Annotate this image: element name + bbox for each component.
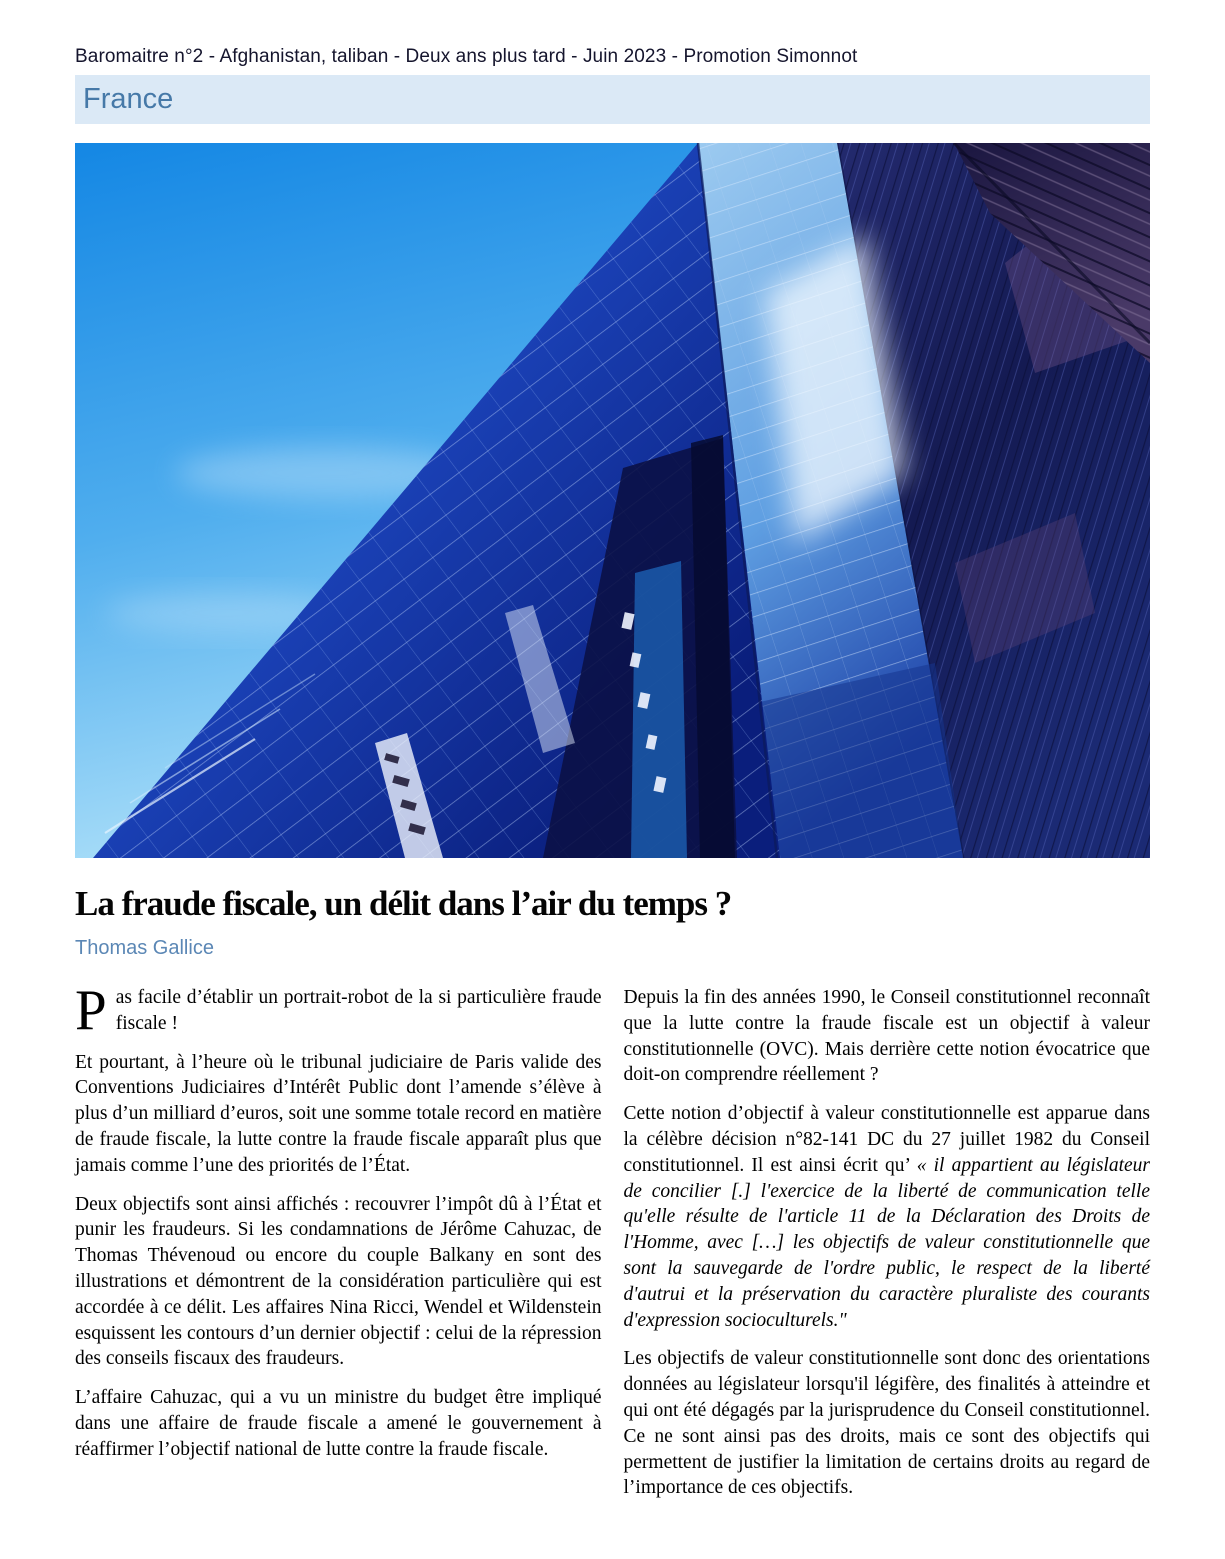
hero-photo — [75, 143, 1150, 858]
section-banner — [75, 75, 1150, 124]
masthead-line: Baromaitre n°2 - Afghanistan, taliban - Deux ans plus tard - Juin 2023 - Promotion Simonnot — [75, 46, 858, 67]
column-left — [75, 979, 602, 1501]
article-author: Thomas Gallice — [75, 937, 214, 959]
paragraph-text: as facile d’établir un portrait-robot de la si particulière fraude fiscale ! — [115, 987, 602, 1034]
paragraph: Depuis la fin des années 1990, le Conseil constitutionnel reconnaît que la lutte contre la fraude fiscale est un objectif à valeur constitutionnelle (OVC). Mais derrière cette notion évocatrice que doit-on comprendre réellement ? — [623, 987, 1150, 1086]
paragraph: L’affaire Cahuzac, qui a vu un ministre du budget être impliqué dans une affaire de fraude fiscale a amené le gouvernement à réaffirmer l’objectif national de lutte contre la fraude fiscale. — [75, 1387, 602, 1460]
skyscrapers-illustration — [75, 143, 1150, 858]
article-columns — [75, 979, 1150, 1501]
dropcap-letter: P — [75, 979, 107, 1042]
article-title: La fraude fiscale, un délit dans l’air du temps ? — [75, 884, 732, 923]
paragraph — [75, 979, 602, 1042]
paragraph: Deux objectifs sont ainsi affichés : recouvrer l’impôt dû à l’État et punir les fraudeurs. Si les condamnations de Jérôme Cahuzac, de Thomas Thévenoud ou encore du couple Balkany en sont des illustrations et démontrent de la considération particulière qui est accordée à ce délit. Les affaires Nina Ricci, Wendel et Wildenstein esquissent les contours d’un dernier objectif : celui de la répression des conseils fiscaux des fraudeurs. — [75, 1193, 602, 1370]
paragraph: Et pourtant, à l’heure où le tribunal judiciaire de Paris valide des Conventions Judiciaires d’Intérêt Public dont l’amende s’élève à plus d’un milliard d’euros, soit une somme totale record en matière de fraude fiscale, la lutte contre la fraude fiscale apparaît plus que jamais comme l’une des priorités de l’État. — [75, 1051, 602, 1176]
section-label: France — [83, 83, 174, 115]
paragraph — [624, 1101, 1151, 1333]
column-right — [624, 985, 1151, 1501]
paragraph: Les objectifs de valeur constitutionnelle sont donc des orientations données au législateur lorsqu'il légifère, des finalités à atteindre et qui ont été dégagés par la jurisprudence du Conseil constitutionnel. Ce ne sont ainsi pas des droits, mais ce sont des objectifs qui permettent de justifier la limitation de certains droits au regard de l’importance de ces objectifs. — [623, 1348, 1150, 1499]
constitutional-quote: « il appartient au législateur de concilier [.] l'exercice de la liberté de communication telle qu'elle résulte de l'article 11 de la Déclaration des Droits de l'Homme, avec […] les objectifs de valeur constitutionnelle que sont la sauvegarde de l'ordre public, le respect de la liberté d'autrui et la préservation du caractère pluraliste des courants d'expression socioculturels." — [623, 1154, 1150, 1331]
paragraph-text: Cette notion d’objectif à valeur constitutionnelle est apparue dans la célèbre décision n°82-141 DC du 27 juillet 1982 du Conseil constitutionnel. Il est ainsi écrit qu’ — [623, 1103, 1150, 1176]
